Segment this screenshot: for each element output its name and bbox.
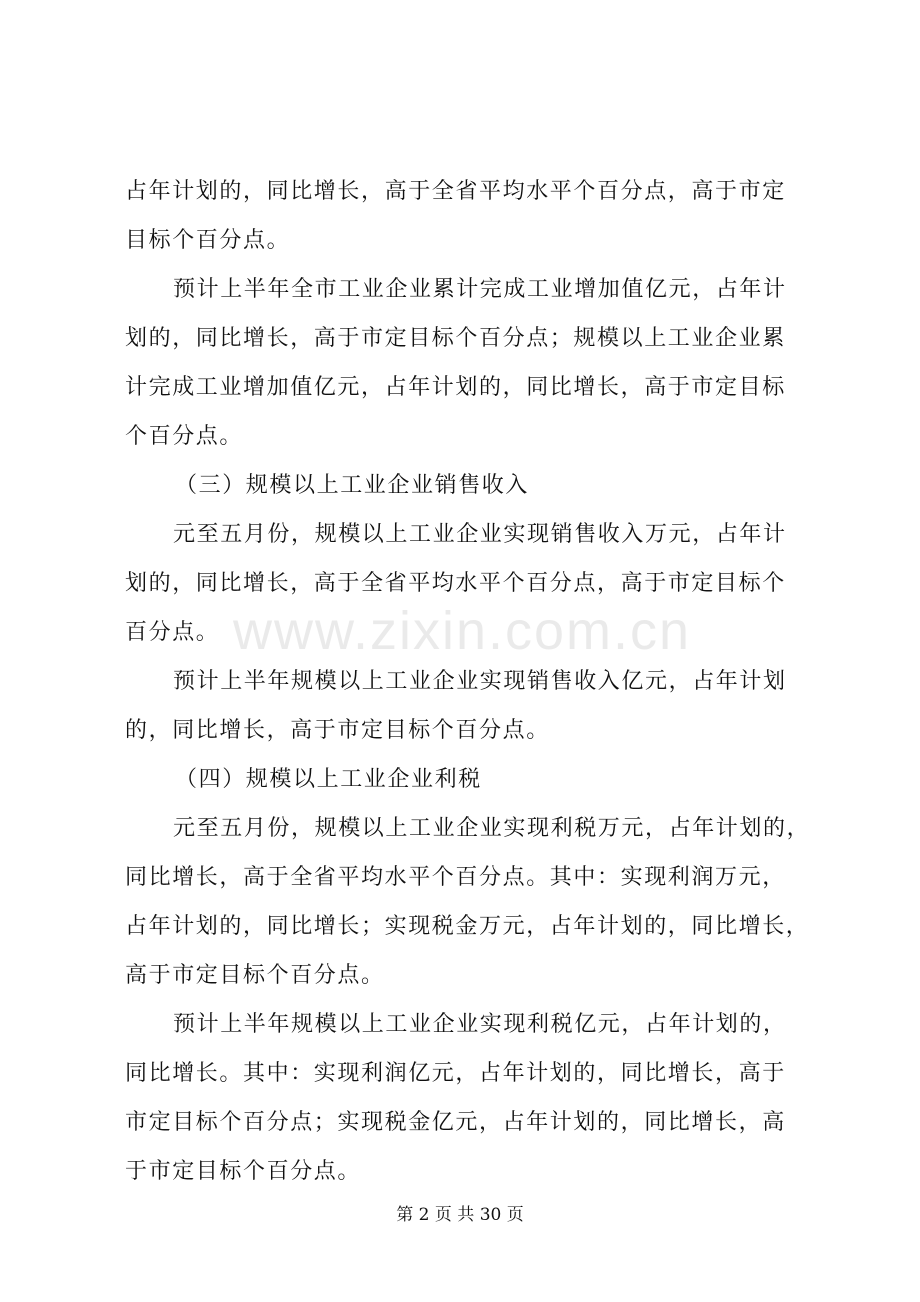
paragraph-line: 预计上半年规模以上工业企业实现销售收入亿元，占年计划 [173, 669, 787, 694]
paragraph-line: 元至五月份，规模以上工业企业实现销售收入万元，占年计 [173, 522, 787, 547]
paragraph-line: 元至五月份，规模以上工业企业实现利税万元，占年计划的， [173, 816, 811, 841]
section-heading: （三）规模以上工业企业销售收入 [175, 473, 530, 498]
paragraph-line: 划的，同比增长，高于市定目标个百分点；规模以上工业企业累 [125, 326, 786, 351]
watermark: www.zixin.com.cn [232, 601, 692, 661]
paragraph-line: 预计上半年全市工业企业累计完成工业增加值亿元，占年计 [173, 277, 787, 302]
paragraph-line: 计完成工业增加值亿元，占年计划的，同比增长，高于市定目标 [125, 375, 786, 400]
paragraph-line: 划的，同比增长，高于全省平均水平个百分点，高于市定目标个 [125, 571, 786, 596]
paragraph-line: 的，同比增长，高于市定目标个百分点。 [125, 718, 550, 743]
paragraph-line: 市定目标个百分点；实现税金亿元，占年计划的，同比增长，高 [125, 1110, 786, 1135]
paragraph-line: 于市定目标个百分点。 [125, 1159, 362, 1184]
paragraph-line: 占年计划的，同比增长，高于全省平均水平个百分点，高于市定 [125, 179, 786, 204]
paragraph-line: 同比增长。其中：实现利润亿元，占年计划的，同比增长，高于 [125, 1061, 786, 1086]
paragraph-line: 百分点。 [125, 620, 220, 645]
section-heading: （四）规模以上工业企业利税 [175, 767, 482, 792]
page-number: 第 2 页 共 30 页 [396, 1205, 524, 1225]
document-body [125, 167, 811, 1196]
paragraph-line: 个百分点。 [125, 424, 244, 449]
paragraph-line: 同比增长，高于全省平均水平个百分点。其中：实现利润万元， [125, 865, 786, 890]
paragraph-line: 高于市定目标个百分点。 [125, 963, 385, 988]
paragraph-line: 目标个百分点。 [125, 228, 291, 253]
paragraph-line: 预计上半年规模以上工业企业实现利税亿元，占年计划的， [173, 1012, 787, 1037]
paragraph-line: 占年计划的，同比增长；实现税金万元，占年计划的，同比增长， [125, 914, 810, 939]
